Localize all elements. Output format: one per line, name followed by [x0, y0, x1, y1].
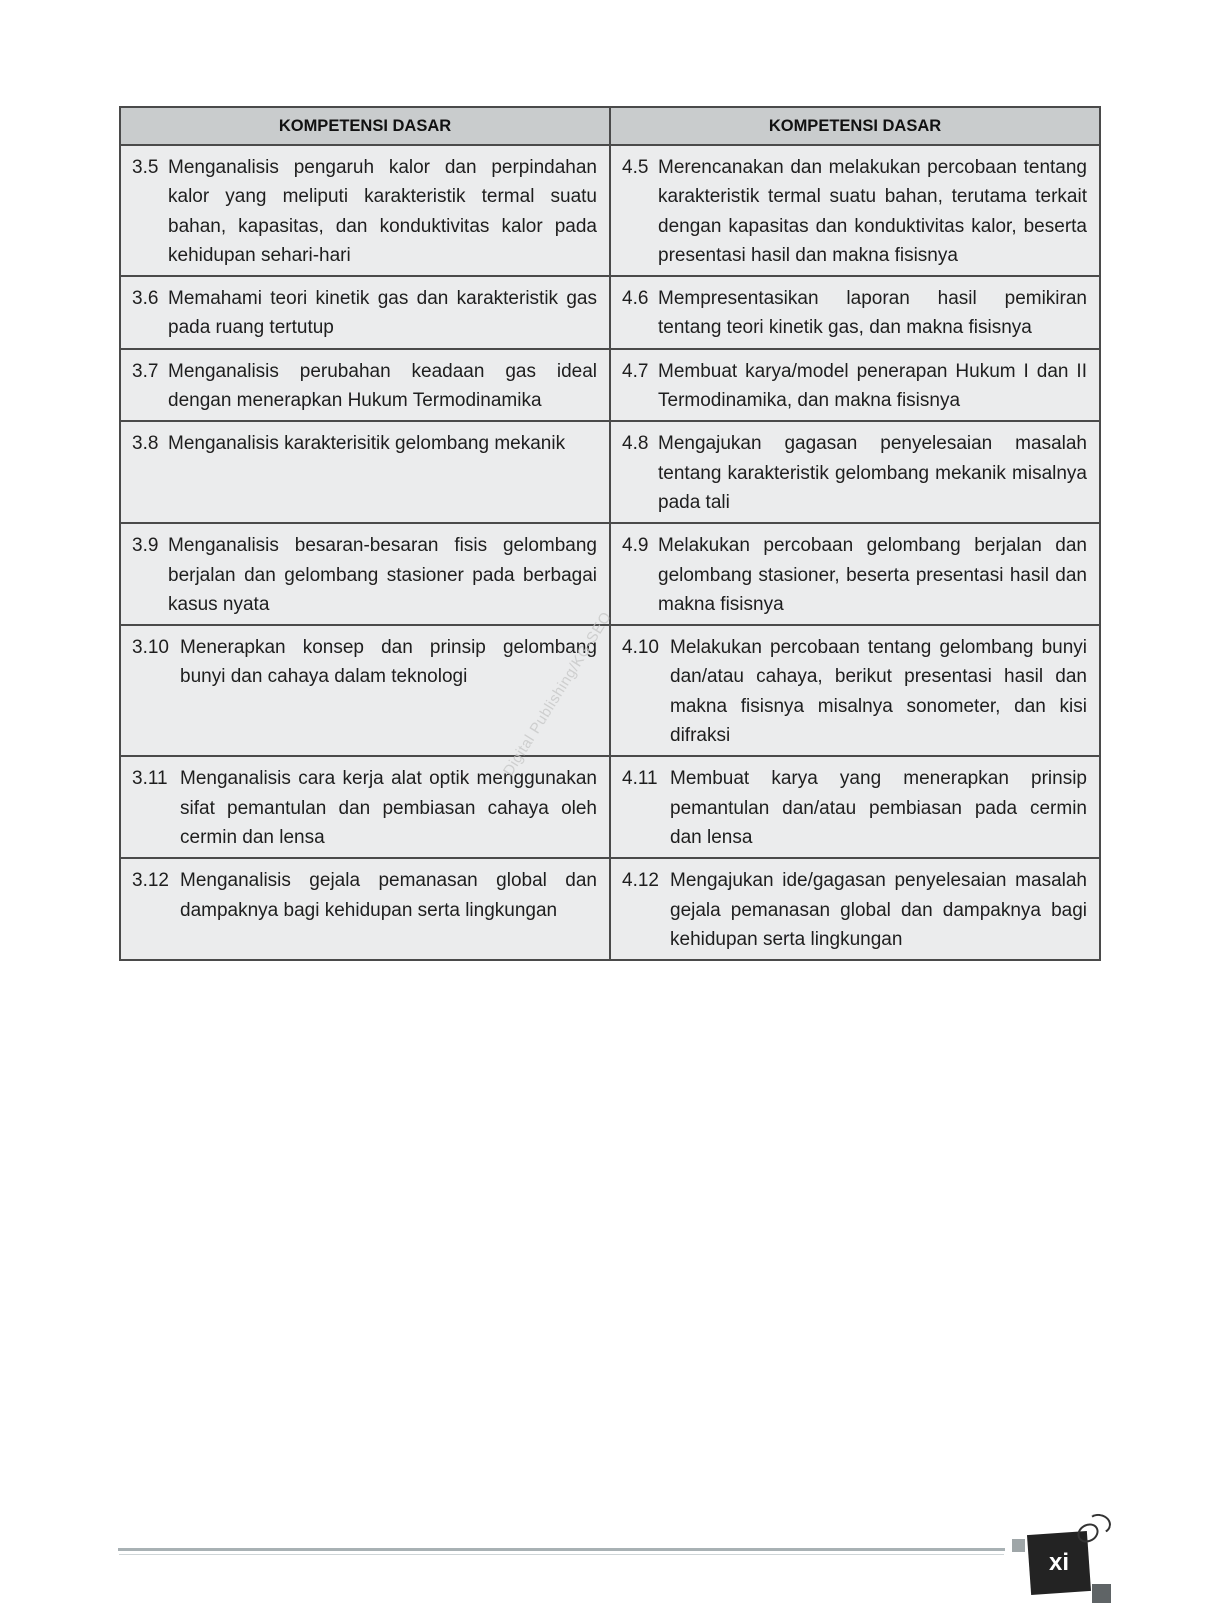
table-header-row [120, 107, 1100, 145]
competency-text: Menganalisis cara kerja alat optik menggunakan sifat pemantulan dan pembiasan cahaya oleh cermin dan lensa [180, 768, 597, 848]
competency-number: 4.8 [622, 433, 649, 455]
right-cell [610, 349, 1100, 422]
table-row [120, 523, 1100, 625]
left-cell [120, 276, 610, 349]
table-row [120, 276, 1100, 349]
left-cell [120, 349, 610, 422]
competency-number: 3.8 [132, 433, 159, 455]
competency-number: 3.5 [132, 157, 159, 178]
competency-text: Menerapkan konsep dan prinsip gelombang bunyi dan cahaya dalam teknologi [180, 637, 597, 688]
right-cell [610, 756, 1100, 858]
competency-number: 3.12 [132, 870, 169, 892]
right-cell [610, 858, 1100, 960]
table-row [120, 858, 1100, 960]
competency-text: Menganalisis pengaruh kalor dan perpindahan kalor yang meliputi karakteristik termal suatu bahan, kapasitas, dan konduktivitas kalor pada kehidupan sehari-hari [168, 157, 597, 266]
watermark: Digital Publishing/KG-SEO [500, 608, 616, 780]
competency-number: 4.5 [622, 157, 649, 178]
table-row [120, 756, 1100, 858]
competency-number: 4.11 [622, 768, 658, 790]
footer-decor-square-dark [1092, 1584, 1111, 1603]
header-left: KOMPETENSI DASAR [120, 107, 610, 145]
left-cell [120, 421, 610, 523]
header-right: KOMPETENSI DASAR [610, 107, 1100, 145]
left-cell [120, 756, 610, 858]
competency-number: 3.9 [132, 535, 159, 557]
table-row [120, 349, 1100, 422]
competency-text: Mempresentasikan laporan hasil pemikiran tentang teori kinetik gas, dan makna fisisnya [658, 288, 1087, 339]
competency-text: Membuat karya yang menerapkan prinsip pemantulan dan/atau pembiasan pada cermin dan lensa [670, 768, 1087, 848]
footer-decor-square [1012, 1539, 1025, 1552]
table-row [120, 145, 1100, 276]
table-row [120, 421, 1100, 523]
left-cell [120, 858, 610, 960]
page-number: xi [1048, 1549, 1069, 1576]
right-cell [610, 421, 1100, 523]
competency-text: Menganalisis besaran-besaran fisis gelombang berjalan dan gelombang stasioner pada berbagai kasus nyata [168, 535, 597, 615]
right-cell [610, 523, 1100, 625]
competency-number: 4.6 [622, 288, 649, 310]
competency-number: 3.7 [132, 360, 159, 382]
competency-text: Memahami teori kinetik gas dan karakteristik gas pada ruang tertutup [168, 288, 597, 339]
competency-text: Melakukan percobaan tentang gelombang bunyi dan/atau cahaya, berikut presentasi hasil dan makna fisisnya misalnya sonometer, dan kisi difraksi [670, 637, 1087, 747]
competency-number: 3.10 [132, 637, 169, 659]
right-cell [610, 625, 1100, 756]
competency-text: Merencanakan dan melakukan percobaan tentang karakteristik termal suatu bahan, terutama terkait dengan kapasitas dan konduktivitas kalor, beserta presentasi hasil dan makna fisisnya [658, 157, 1087, 266]
competency-text: Mengajukan gagasan penyelesaian masalah tentang karakteristik gelombang mekanik misalnya pada tali [658, 433, 1087, 513]
footer-divider [118, 1548, 1005, 1551]
competency-text: Mengajukan ide/gagasan penyelesaian masalah gejala pemanasan global dan dampaknya bagi kehidupan serta lingkungan [670, 870, 1087, 950]
competency-number: 4.10 [622, 637, 659, 659]
competency-number: 3.11 [132, 768, 168, 790]
right-cell [610, 276, 1100, 349]
left-cell [120, 145, 610, 276]
competency-text: Menganalisis karakterisitik gelombang mekanik [168, 433, 566, 455]
competency-table [119, 106, 1101, 961]
left-cell [120, 523, 610, 625]
competency-text: Menganalisis gejala pemanasan global dan dampaknya bagi kehidupan serta lingkungan [180, 870, 597, 921]
table-row [120, 625, 1100, 756]
competency-number: 4.12 [622, 870, 659, 892]
competency-number: 4.9 [622, 535, 649, 557]
right-cell [610, 145, 1100, 276]
competency-number: 3.6 [132, 288, 159, 310]
competency-number: 4.7 [622, 360, 649, 382]
competency-text: Membuat karya/model penerapan Hukum I dan II Termodinamika, dan makna fisisnya [658, 360, 1087, 412]
competency-text: Menganalisis perubahan keadaan gas ideal dengan menerapkan Hukum Termodinamika [168, 360, 597, 412]
competency-text: Melakukan percobaan gelombang berjalan dan gelombang stasioner, beserta presentasi hasil dan makna fisisnya [658, 535, 1087, 615]
